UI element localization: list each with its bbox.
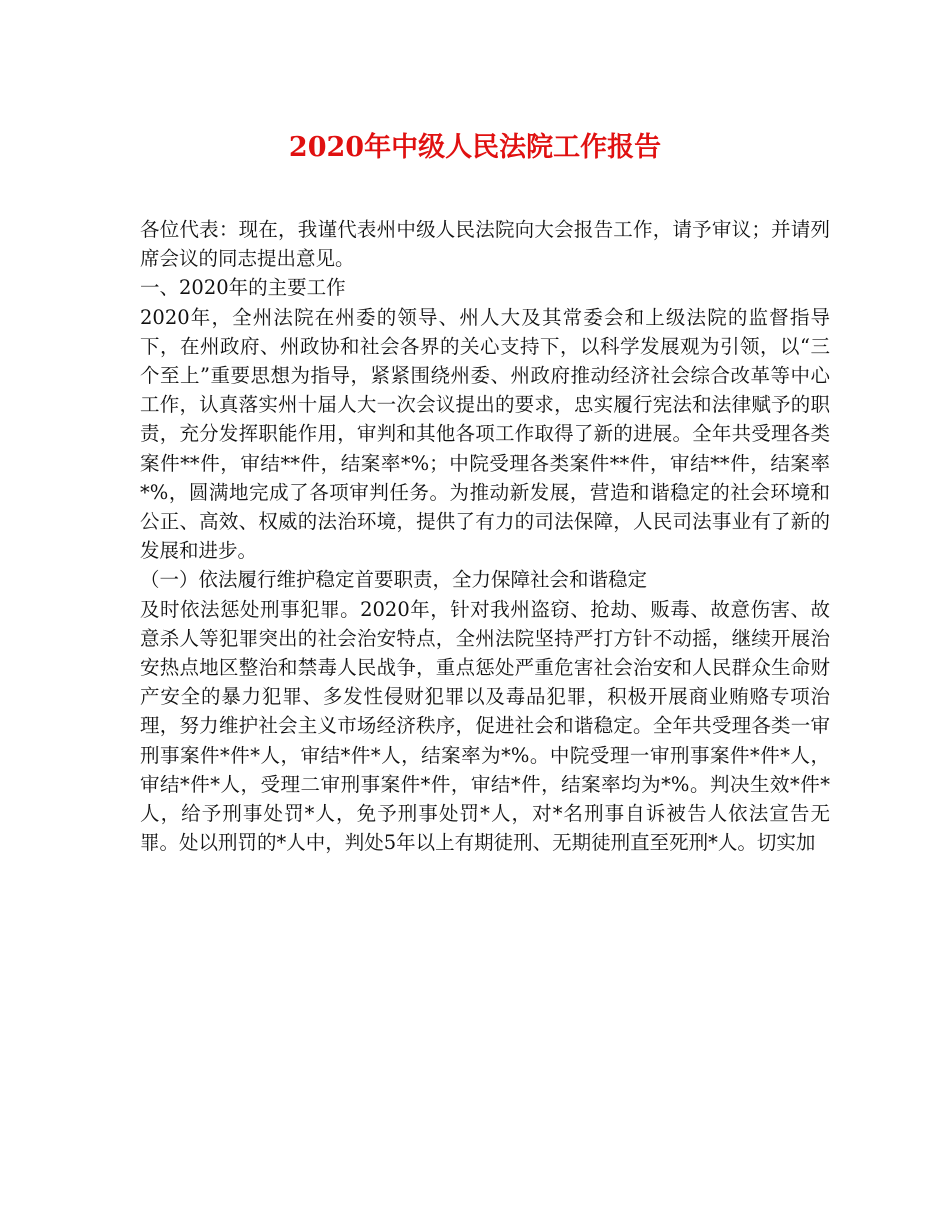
document-body [140, 215, 830, 857]
paragraph-criminal-cases: 及时依法惩处刑事犯罪。2020年，针对我州盗窃、抢劫、贩毒、故意伤害、故意杀人等犯罪突出的社会治安特点，全州法院坚持严打方针不动摇，继续开展治安热点地区整治和禁毒人民战争，重点惩处严重危害社会治安和人民群众生命财产安全的暴力犯罪、多发性侵财犯罪以及毒品犯罪，积极开展商业贿赂专项治理，努力维护社会主义市场经济秩序，促进社会和谐稳定。全年共受理各类一审刑事案件*件*人，审结*件*人，结案率为*%。中院受理一审刑事案件*件*人，审结*件*人，受理二审刑事案件*件，审结*件，结案率均为*%。判决生效*件*人，给予刑事处罚*人，免予刑事处罚*人，对*名刑事自诉被告人依法宣告无罪。处以刑罚的*人中，判处5年以上有期徒刑、无期徒刑直至死刑*人。切实加 [140, 597, 830, 855]
document-title: 2020年中级人民法院工作报告 [288, 132, 662, 163]
section-heading-main-work: 一、2020年的主要工作 [140, 276, 346, 300]
subsection-heading-stability: （一）依法履行维护稳定首要职责，全力保障社会和谐稳定 [140, 568, 648, 592]
paragraph-greeting: 各位代表：现在，我谨代表州中级人民法院向大会报告工作，请予审议；并请列席会议的同志提出意见。 [140, 218, 830, 271]
paragraph-overview: 2020年，全州法院在州委的领导、州人大及其常委会和上级法院的监督指导下，在州政府、州政协和社会各界的关心支持下，以科学发展观为引领，以“三个至上”重要思想为指导，紧紧围绕州委、州政府推动经济社会综合改革等中心工作，认真落实州十届人大一次会议提出的要求，忠实履行宪法和法律赋予的职责，充分发挥职能作用，审判和其他各项工作取得了新的进展。全年共受理各类案件**件，审结**件，结案率*%；中院受理各类案件**件，审结**件，结案率*%，圆满地完成了各项审判任务。为推动新发展，营造和谐稳定的社会环境和公正、高效、权威的法治环境，提供了有力的司法保障，人民司法事业有了新的发展和进步。 [140, 305, 830, 563]
